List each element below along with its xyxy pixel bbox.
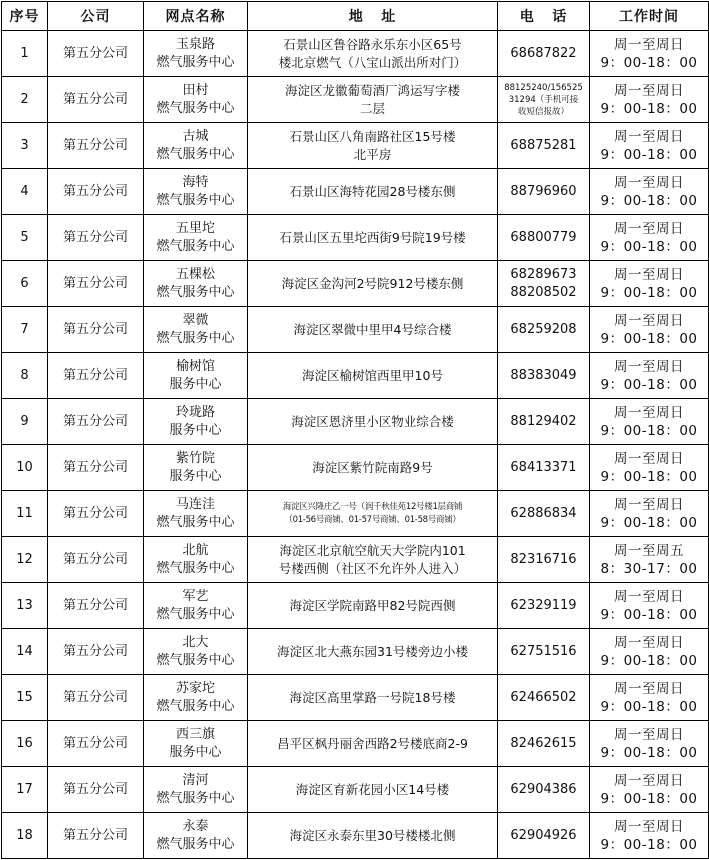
address-line: （01-56号商铺、01-57号商铺、01-58号商铺） [284,514,461,525]
hours-line: 9：00-18：00 [600,376,698,393]
phone-line: 88208502 [510,284,577,300]
table-row [2,399,709,445]
hours-line: 9：00-18：00 [600,54,698,71]
outlet-name-line: 五棵松 [175,266,215,282]
outlet-name-line: 古城 [182,128,209,144]
address-cell [248,31,498,77]
address-line: 石景山区鲁谷路永乐东小区65号 [283,36,462,52]
hours-line: 周一至周日 [614,450,684,467]
hours-cell [590,537,709,583]
seq-cell: 16 [2,721,48,767]
phone-line: 62466502 [510,689,577,705]
table-header-row [2,2,709,31]
hours-line: 周一至周日 [614,680,684,697]
address-line: 石景山区八角南路社区15号楼 [289,128,456,144]
outlet-name-line: 燃气服务中心 [156,836,235,852]
phone-cell [498,399,590,445]
hours-line: 9：00-18：00 [600,698,698,715]
company-cell: 第五分公司 [48,583,144,629]
company-cell: 第五分公司 [48,261,144,307]
table-row [2,767,709,813]
hours-cell [590,31,709,77]
outlet-name-line: 北大 [182,634,209,650]
hours-cell [590,813,709,859]
address-line: 海淀区永泰东里30号楼楼北侧 [289,827,456,843]
address-line: 海淀区翠微中里甲4号综合楼 [293,321,452,337]
address-cell [248,261,498,307]
header-company: 公司 [48,2,144,31]
outlet-name-cell [144,721,248,767]
company-cell: 第五分公司 [48,399,144,445]
hours-line: 9：00-18：00 [600,606,698,623]
outlet-name-line: 榆树馆 [175,358,215,374]
hours-line: 9：00-18：00 [600,146,698,163]
seq-cell: 2 [2,77,48,123]
table-row [2,31,709,77]
outlet-name-line: 马连洼 [175,496,215,512]
seq-cell: 5 [2,215,48,261]
address-cell [248,721,498,767]
address-line: 海淀区恩济里小区物业综合楼 [291,413,454,429]
hours-line: 周一至周日 [614,772,684,789]
outlet-name-line: 燃气服务中心 [156,514,235,530]
company-cell: 第五分公司 [48,491,144,537]
outlet-name-cell [144,169,248,215]
outlet-name-line: 军艺 [182,588,209,604]
phone-cell [498,307,590,353]
phone-line: 62904926 [510,827,577,843]
company-cell: 第五分公司 [48,353,144,399]
company-cell: 第五分公司 [48,215,144,261]
hours-line: 周一至周日 [614,174,684,191]
table-row [2,261,709,307]
company-cell: 第五分公司 [48,307,144,353]
hours-cell [590,445,709,491]
hours-cell [590,399,709,445]
hours-line: 周一至周日 [614,312,684,329]
seq-cell: 17 [2,767,48,813]
phone-line: 68800779 [510,229,577,245]
table-row [2,537,709,583]
company-cell: 第五分公司 [48,767,144,813]
outlet-name-line: 燃气服务中心 [156,652,235,668]
outlet-name-cell [144,537,248,583]
company-cell: 第五分公司 [48,123,144,169]
table-row [2,629,709,675]
hours-line: 9：00-18：00 [600,192,698,209]
outlet-name-line: 燃气服务中心 [156,698,235,714]
phone-cell [498,353,590,399]
company-cell: 第五分公司 [48,169,144,215]
outlet-name-line: 燃气服务中心 [156,330,235,346]
phone-line: 62904386 [510,781,577,797]
hours-line: 周一至周日 [614,726,684,743]
outlet-name-line: 燃气服务中心 [156,790,235,806]
address-line: 楼北京燃气（八宝山派出所对门） [278,54,467,70]
gas-service-outlet-table [1,1,709,859]
company-cell: 第五分公司 [48,721,144,767]
seq-cell: 10 [2,445,48,491]
seq-cell: 4 [2,169,48,215]
seq-cell: 14 [2,629,48,675]
phone-cell [498,445,590,491]
hours-line: 9：00-18：00 [600,422,698,439]
address-cell [248,629,498,675]
hours-line: 9：00-18：00 [600,330,698,347]
address-cell [248,399,498,445]
phone-line: 82316716 [510,551,577,567]
address-cell [248,169,498,215]
address-cell [248,77,498,123]
company-cell: 第五分公司 [48,629,144,675]
table-row [2,353,709,399]
phone-line: 68289673 [510,266,577,282]
phone-line: 收短信报故） [517,106,569,117]
seq-cell: 13 [2,583,48,629]
header-address: 地 址 [248,2,498,31]
hours-cell [590,629,709,675]
header-outlet-name: 网点名称 [144,2,248,31]
address-line: 海淀区学院南路甲82号院西侧 [289,597,456,613]
hours-line: 9：00-18：00 [600,744,698,761]
phone-cell [498,721,590,767]
hours-line: 9：00-18：00 [600,652,698,669]
table-body [2,31,709,859]
outlet-name-line: 玲珑路 [175,404,215,420]
table-row [2,123,709,169]
outlet-name-line: 永泰 [182,818,209,834]
outlet-name-line: 燃气服务中心 [156,284,235,300]
address-line: 海淀区金沟河2号院912号楼东侧 [281,275,464,291]
seq-cell: 7 [2,307,48,353]
outlet-name-line: 燃气服务中心 [156,146,235,162]
outlet-name-line: 北航 [182,542,209,558]
address-line: 海淀区高里掌路一号院18号楼 [289,689,456,705]
phone-line: 68687822 [510,45,577,61]
company-cell: 第五分公司 [48,77,144,123]
outlet-name-cell [144,399,248,445]
outlet-name-line: 燃气服务中心 [156,192,235,208]
outlet-name-line: 翠微 [182,312,209,328]
phone-line: 31294（手机可接 [508,94,579,105]
outlet-name-cell [144,767,248,813]
address-line: 二层 [359,100,385,116]
company-cell: 第五分公司 [48,813,144,859]
address-cell [248,123,498,169]
seq-cell: 1 [2,31,48,77]
address-cell [248,215,498,261]
outlet-name-cell [144,583,248,629]
address-line: 昌平区枫丹丽舍西路2号楼底商2-9 [277,735,468,751]
table-row [2,77,709,123]
outlet-name-line: 清河 [182,772,209,788]
outlet-name-line: 服务中心 [169,376,222,392]
hours-line: 周一至周日 [614,266,684,283]
outlet-name-cell [144,261,248,307]
phone-cell [498,537,590,583]
hours-cell [590,123,709,169]
address-line: 海淀区兴隆庄乙一号（润千秋佳苑12号楼1层商铺 [282,501,463,512]
hours-line: 9：00-18：00 [600,284,698,301]
phone-cell [498,491,590,537]
company-cell: 第五分公司 [48,537,144,583]
address-line: 海淀区育新花园小区14号楼 [295,781,450,797]
phone-cell [498,77,590,123]
outlet-name-line: 海特 [182,174,209,190]
phone-line: 88129402 [510,413,577,429]
table-row [2,675,709,721]
hours-line: 9：00-18：00 [600,100,698,117]
phone-cell [498,767,590,813]
phone-line: 62329119 [510,597,577,613]
outlet-name-cell [144,629,248,675]
hours-cell [590,169,709,215]
outlet-name-cell [144,31,248,77]
header-phone: 电 话 [498,2,590,31]
hours-line: 周一至周五 [614,542,684,559]
phone-cell [498,813,590,859]
hours-cell [590,675,709,721]
seq-cell: 15 [2,675,48,721]
outlet-table-sheet [1,1,708,859]
address-cell [248,445,498,491]
outlet-name-line: 服务中心 [169,744,222,760]
company-cell: 第五分公司 [48,31,144,77]
hours-cell [590,261,709,307]
phone-cell [498,629,590,675]
outlet-name-line: 燃气服务中心 [156,560,235,576]
hours-line: 周一至周日 [614,220,684,237]
hours-line: 周一至周日 [614,634,684,651]
address-line: 石景山区海特花园28号楼东侧 [289,183,456,199]
hours-line: 9：00-18：00 [600,468,698,485]
table-row [2,307,709,353]
outlet-name-cell [144,307,248,353]
address-line: 海淀区紫竹院南路9号 [312,459,433,475]
phone-cell [498,675,590,721]
hours-cell [590,583,709,629]
outlet-name-line: 玉泉路 [175,36,215,52]
address-line: 海淀区北京航空航天大学院内101 [279,542,466,558]
hours-cell [590,77,709,123]
seq-cell: 6 [2,261,48,307]
phone-line: 88383049 [510,367,577,383]
outlet-name-line: 服务中心 [169,422,222,438]
phone-line: 88125240/156525 [504,82,583,93]
hours-line: 9：00-18：00 [600,238,698,255]
hours-line: 周一至周日 [614,82,684,99]
outlet-name-line: 燃气服务中心 [156,54,235,70]
phone-line: 68875281 [510,137,577,153]
phone-line: 62751516 [510,643,577,659]
address-cell [248,583,498,629]
seq-cell: 18 [2,813,48,859]
phone-line: 82462615 [510,735,577,751]
phone-cell [498,215,590,261]
hours-line: 8：30-17：00 [600,560,698,577]
hours-line: 周一至周日 [614,588,684,605]
address-line: 石景山区五里坨西街9号院19号楼 [279,229,466,245]
address-line: 海淀区龙徽葡萄酒厂鸿运写字楼 [284,82,460,98]
phone-line: 88796960 [510,183,577,199]
hours-line: 9：00-18：00 [600,514,698,531]
hours-cell [590,307,709,353]
phone-cell [498,31,590,77]
hours-line: 9：00-18：00 [600,836,698,853]
address-cell [248,491,498,537]
seq-cell: 8 [2,353,48,399]
table-row [2,169,709,215]
outlet-name-line: 燃气服务中心 [156,100,235,116]
address-line: 北平房 [353,146,392,162]
outlet-name-cell [144,353,248,399]
table-row [2,215,709,261]
outlet-name-cell [144,445,248,491]
address-line: 号楼西侧（社区不允许外人进入） [278,560,467,576]
hours-cell [590,215,709,261]
outlet-name-cell [144,215,248,261]
hours-line: 周一至周日 [614,128,684,145]
header-seq: 序号 [2,2,48,31]
outlet-name-line: 服务中心 [169,468,222,484]
address-cell [248,767,498,813]
table-row [2,445,709,491]
phone-cell [498,261,590,307]
hours-cell [590,767,709,813]
hours-line: 周一至周日 [614,496,684,513]
phone-line: 62886834 [510,505,577,521]
outlet-name-line: 苏家坨 [175,680,215,696]
header-hours: 工作时间 [590,2,709,31]
outlet-name-line: 田村 [182,82,209,98]
address-cell [248,813,498,859]
company-cell: 第五分公司 [48,675,144,721]
outlet-name-line: 五里坨 [175,220,215,236]
outlet-name-cell [144,675,248,721]
company-cell: 第五分公司 [48,445,144,491]
hours-cell [590,353,709,399]
address-cell [248,537,498,583]
hours-line: 周一至周日 [614,36,684,53]
outlet-name-cell [144,123,248,169]
hours-line: 周一至周日 [614,404,684,421]
table-row [2,583,709,629]
address-cell [248,675,498,721]
hours-line: 周一至周日 [614,358,684,375]
table-row [2,491,709,537]
seq-cell: 3 [2,123,48,169]
hours-cell [590,491,709,537]
phone-cell [498,583,590,629]
seq-cell: 12 [2,537,48,583]
phone-cell [498,169,590,215]
seq-cell: 9 [2,399,48,445]
outlet-name-cell [144,77,248,123]
address-cell [248,353,498,399]
outlet-name-line: 西三旗 [175,726,215,742]
seq-cell: 11 [2,491,48,537]
table-row [2,721,709,767]
table-row [2,813,709,859]
outlet-name-line: 燃气服务中心 [156,238,235,254]
hours-cell [590,721,709,767]
address-line: 海淀区榆树馆西里甲10号 [302,367,443,383]
phone-line: 68259208 [510,321,577,337]
phone-cell [498,123,590,169]
address-cell [248,307,498,353]
outlet-name-line: 紫竹院 [175,450,215,466]
hours-line: 9：00-18：00 [600,790,698,807]
outlet-name-cell [144,491,248,537]
address-line: 海淀区北大燕东园31号楼旁边小楼 [277,643,468,659]
phone-line: 68413371 [510,459,577,475]
outlet-name-cell [144,813,248,859]
hours-line: 周一至周日 [614,818,684,835]
outlet-name-line: 燃气服务中心 [156,606,235,622]
